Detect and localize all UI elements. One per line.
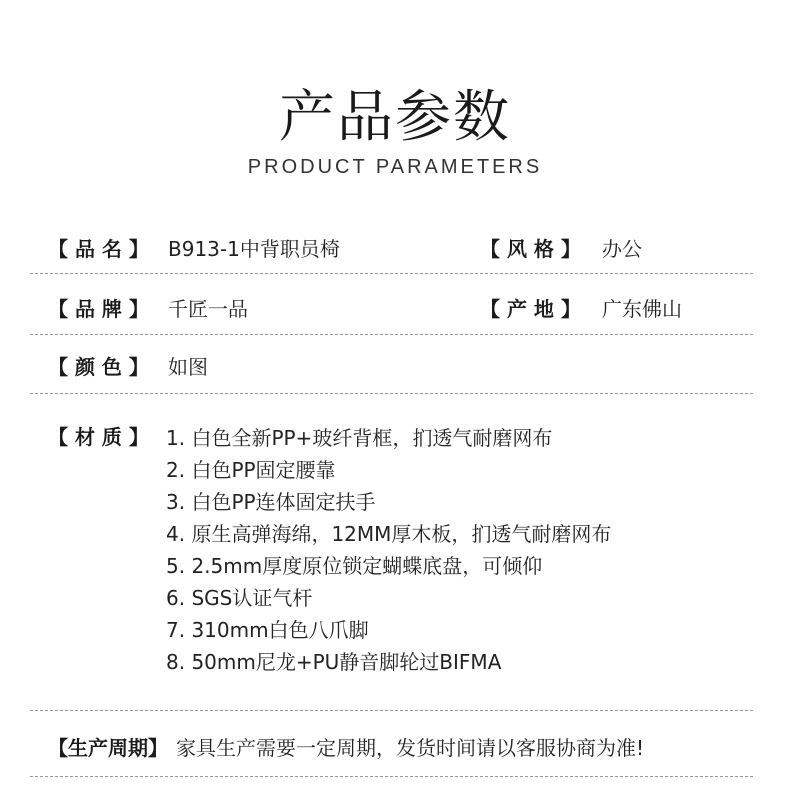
production-note: 家具生产需要一定周期，发货时间请以客服协商为准! — [176, 736, 645, 760]
origin-value: 广东佛山 — [602, 297, 682, 321]
divider — [30, 393, 753, 394]
color-value: 如图 — [168, 355, 208, 379]
material-list — [166, 422, 611, 678]
style-label: 【 风 格 】 — [480, 237, 581, 261]
divider — [30, 710, 753, 711]
name-value: B913-1中背职员椅 — [168, 237, 340, 261]
origin-label: 【 产 地 】 — [480, 297, 581, 321]
brand-label: 【 品 牌 】 — [48, 297, 149, 321]
divider — [30, 334, 753, 335]
page-title: 产品参数 — [279, 85, 511, 150]
brand-value: 千匠一品 — [168, 297, 248, 321]
material-item: 4. 原生高弹海绵，12MM厚木板，扪透气耐磨网布 — [166, 522, 612, 546]
style-value: 办公 — [602, 237, 642, 261]
material-item: 5. 2.5mm厚度原位锁定蝴蝶底盘，可倾仰 — [166, 554, 543, 578]
material-item: 1. 白色全新PP+玻纤背框，扪透气耐磨网布 — [166, 426, 553, 450]
material-item: 8. 50mm尼龙+PU静音脚轮过BIFMA — [166, 650, 502, 674]
divider — [30, 776, 753, 777]
material-item: 6. SGS认证气杆 — [166, 586, 313, 610]
production-label: 【生产周期】 — [48, 736, 168, 760]
material-item: 3. 白色PP连体固定扶手 — [166, 490, 376, 514]
material-item: 7. 310mm白色八爪脚 — [166, 618, 369, 642]
material-item: 2. 白色PP固定腰靠 — [166, 458, 336, 482]
name-label: 【 品 名 】 — [48, 237, 149, 261]
material-label: 【 材 质 】 — [48, 425, 149, 449]
color-label: 【 颜 色 】 — [48, 355, 149, 379]
divider — [30, 273, 753, 274]
page-subtitle: PRODUCT PARAMETERS — [247, 156, 543, 178]
